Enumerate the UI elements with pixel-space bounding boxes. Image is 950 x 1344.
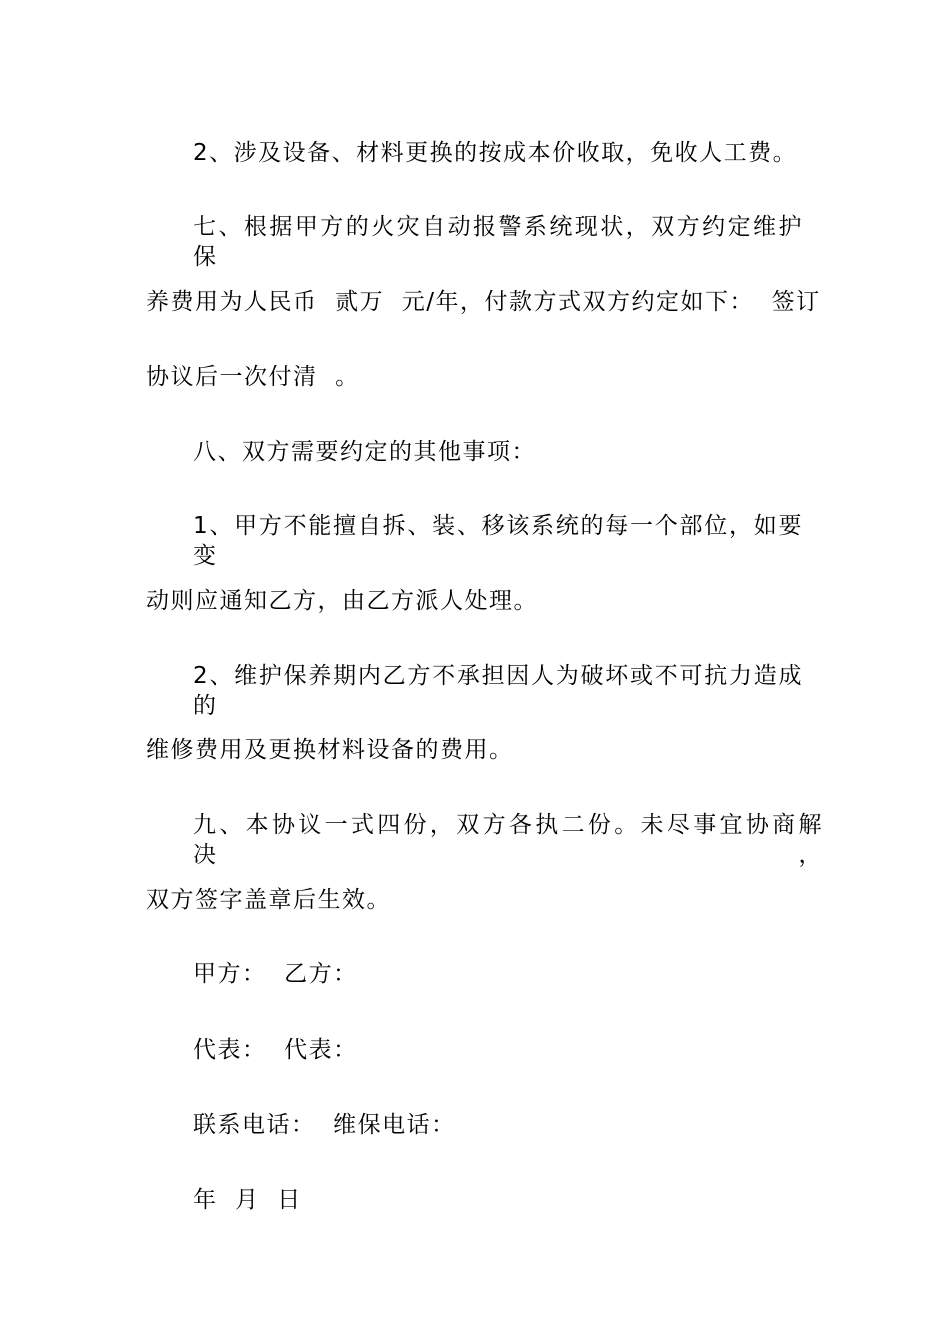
representative-labels: 代表： 代表： [193,1037,358,1063]
clause-7-line-2: 养费用为人民币 贰万 元/年，付款方式双方约定如下： 签订 [146,289,821,315]
clause-9-line-2: 双方签字盖章后生效。 [146,887,391,913]
clause-7-line-3: 协议后一次付清 。 [146,364,360,390]
clause-8-item-1-line-2: 动则应通知乙方，由乙方派人处理。 [146,588,538,614]
clause-6-item-2: 2、涉及设备、材料更换的按成本价收取，免收人工费。 [193,140,798,166]
party-labels: 甲方： 乙方： [193,961,358,987]
clause-8-item-1-line-1: 1、甲方不能擅自拆、装、移该系统的每一个部位，如要变 [193,513,803,569]
clause-9-line-1: 九、本协议一式四份，双方各执二份。未尽事宜协商解决， [193,812,823,868]
date-line: 年 月 日 [193,1187,302,1213]
clause-8-heading: 八、双方需要约定的其他事项： [193,439,536,465]
phone-labels: 联系电话： 维保电话： [193,1112,456,1138]
clause-7-line-1: 七、根据甲方的火灾自动报警系统现状，双方约定维护保 [193,214,803,270]
clause-8-item-2-line-1: 2、维护保养期内乙方不承担因人为破坏或不可抗力造成的 [193,663,803,719]
clause-8-item-2-line-2: 维修费用及更换材料设备的费用。 [146,737,514,763]
